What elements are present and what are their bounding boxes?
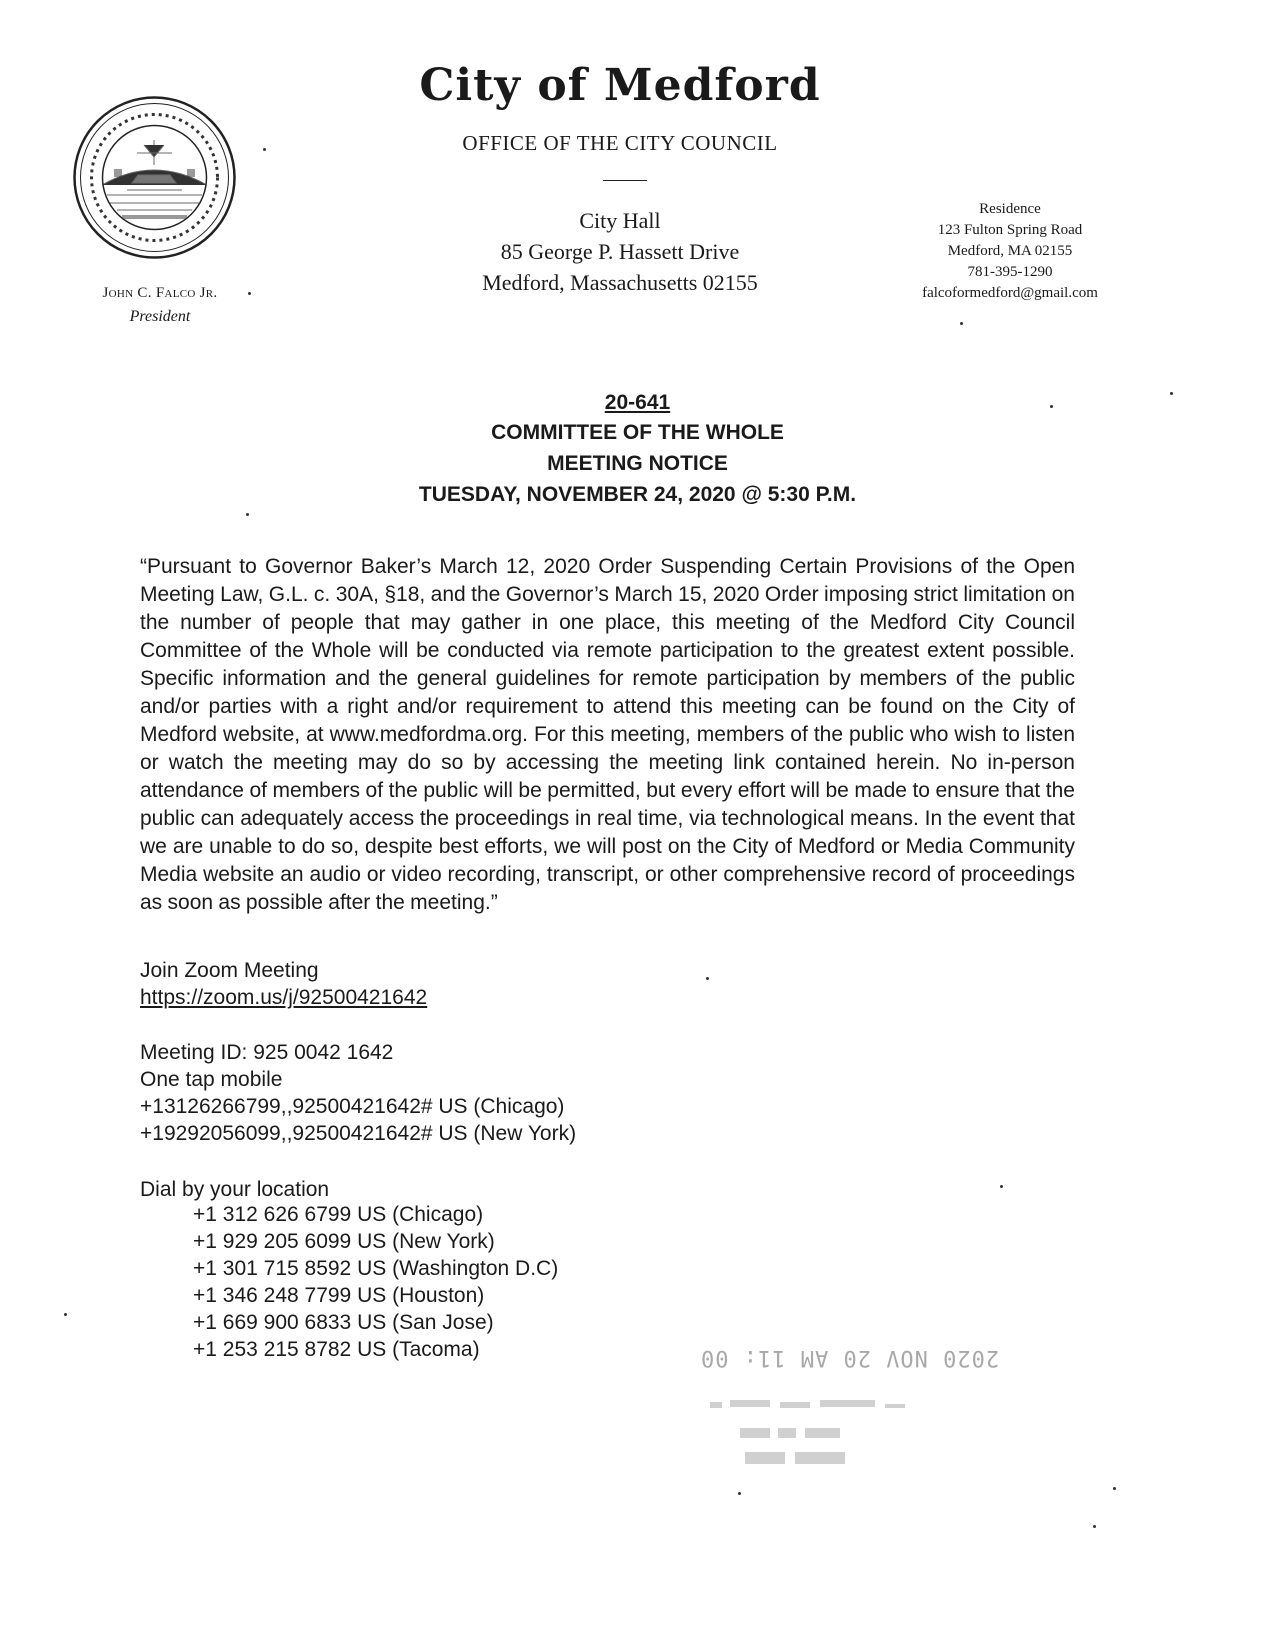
dial-number: +1 346 248 7799 US (Houston) [193,1284,485,1307]
dial-number: +1 669 900 6833 US (San Jose) [193,1311,494,1334]
header-divider [603,180,647,181]
received-stamp [700,1335,1000,1485]
residence-line: 781-395-1290 [967,264,1053,280]
dial-location-label: Dial by your location [140,1178,330,1201]
residence-email: falcoformedford@gmail.com [922,285,1098,301]
dial-number: +1 253 215 8782 US (Tacoma) [193,1338,480,1361]
one-tap-number: +13126266799,,92500421642# US (Chicago) [140,1095,565,1118]
dial-number: +1 301 715 8592 US (Washington D.C) [193,1257,559,1280]
city-hall-address [380,205,860,298]
president-name: John C. Falco Jr. [102,285,218,301]
scan-speck [1170,392,1173,395]
address-line: City Hall [579,208,661,233]
residence-line: 123 Fulton Spring Road [937,222,1083,238]
scan-speck [1093,1525,1096,1528]
dial-number: +1 312 626 6799 US (Chicago) [193,1203,484,1226]
scan-speck [1000,1185,1003,1188]
notice-heading-meeting: MEETING NOTICE [547,452,728,475]
notice-number: 20-641 [604,391,671,414]
stamp-date: 2020 NOV 20 AM 11: 00 [700,1345,1000,1370]
city-title: City of Medford [419,60,821,111]
residence-label: Residence [979,201,1041,217]
join-zoom-label: Join Zoom Meeting [140,959,319,982]
dial-number-list [193,1201,558,1363]
scan-speck [246,513,249,516]
one-tap-label: One tap mobile [140,1068,283,1091]
president-title: President [129,308,191,325]
dial-number: +1 929 205 6099 US (New York) [193,1230,495,1253]
scan-speck [738,1492,741,1495]
address-line: 85 George P. Hassett Drive [500,239,740,264]
scan-speck [1113,1487,1116,1490]
residence-block [900,199,1120,304]
notice-heading-committee: COMMITTEE OF THE WHOLE [491,421,784,444]
city-seal [72,95,237,260]
one-tap-number: +19292056099,,92500421642# US (New York) [140,1122,577,1145]
scan-speck [248,292,251,295]
scan-speck [263,148,266,151]
office-name: OFFICE OF THE CITY COUNCIL [462,131,778,155]
scan-speck [960,322,963,325]
notice-heading-date: TUESDAY, NOVEMBER 24, 2020 @ 5:30 P.M. [418,483,857,506]
residence-line: Medford, MA 02155 [947,243,1073,259]
meeting-id: Meeting ID: 925 0042 1642 [140,1041,394,1064]
address-line: Medford, Massachusetts 02155 [482,270,758,295]
notice-body: “Pursuant to Governor Baker’s March 12, 2020 Order Suspending Certain Provisions of the Open Meeting Law, G.L. c. 30A, §18, and the Governor’s March 15, 2020 Order imposing strict limitation on the number of people that may gather in one place, this meeting of the Medford City Council Committee of the Whole will be conducted via remote participation to the greatest extent possible. Specific information and the general guidelines for remote participation by members of the public and/or parties with a right and/or requirement to attend this meeting can be found on the City of Medford website, at www.medfordma.org. For this meeting, members of the public who wish to listen or watch the meeting may do so by accessing the meeting link contained herein. No in-person attendance of members of the public will be permitted, but every effort will be made to ensure that the public can adequately access the proceedings in real time, via technological means. In the event that we are unable to do so, despite best efforts, we will post on the City of Medford or Media Community Media website an audio or video recording, transcript, or other comprehensive record of proceedings as soon as possible after the meeting.” [140,555,1075,914]
scan-speck [64,1313,67,1316]
scan-speck [1050,405,1053,408]
stamp-faded-text [700,1390,940,1490]
zoom-meeting-link[interactable]: https://zoom.us/j/92500421642 [140,986,428,1009]
scan-speck [706,977,709,980]
